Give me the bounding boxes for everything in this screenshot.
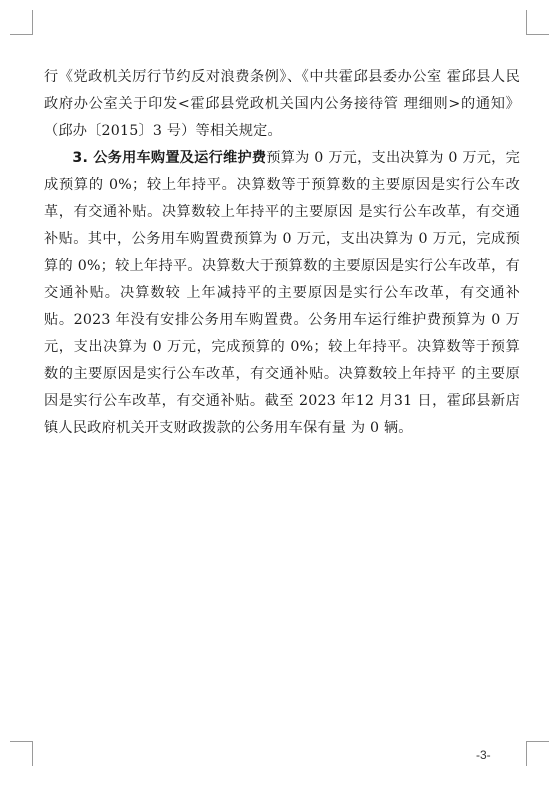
document-body [44, 64, 520, 442]
section-3-body: 预算为 0 万元，支出决算为 0 万元，完成预算的 0%；较上年持平。决算数等于预算数的主要原因是实行公车改革，有交通补贴。决算数较上年持平的主要原因 是实行公车改革，有交通补贴。其中，公务用车购置费预算为 0 万元，支出决算为 0 万元，完成预算的 0%；较上年持平。决算数大于预算数的主要原因是实行公车改革，有交通补贴。决算数较 上年减持平的主要原因是实行公车改革，有交通补贴。2023 年没有安排公务用车购置费。公务用车运行维护费预算为 0 万元，支出决算为 0 万元，完成预算的 0%；较上年持平。决算数等于预算数的主要原因是实行公车改革，有交通补贴。决算数较上年持平 的主要原因是实行公车改革，有交通补贴。截至 2023 年12 月31 日，霍邱县新店镇人民政府机关开支财政拨款的公务用车保有量 为 0 辆。 [44, 150, 520, 436]
crop-mark-top-right [526, 10, 549, 35]
page-number: -3- [476, 748, 491, 762]
crop-mark-top-left [10, 10, 33, 35]
crop-mark-bottom-left [10, 741, 33, 766]
crop-mark-bottom-right [526, 741, 549, 766]
section-3-heading: 3. 公务用车购置及运行维护费 [72, 150, 267, 166]
paragraph-continuation: 行《党政机关厉行节约反对浪费条例》、《中共霍邱县委办公室 霍邱县人民政府办公室关于印发<霍邱县党政机关国内公务接待管 理细则>的通知》（邱办〔2015〕3 号）等相关规定。 [44, 69, 520, 139]
paragraph-section-3 [44, 145, 520, 442]
